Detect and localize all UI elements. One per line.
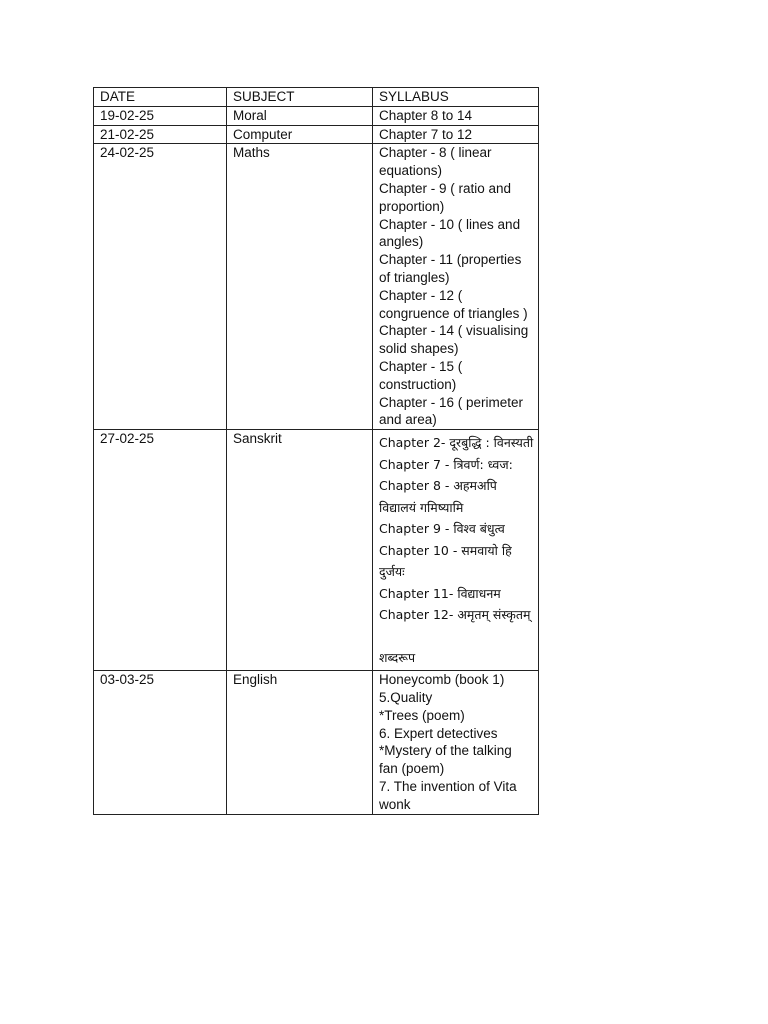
syllabus-cell [373,125,539,144]
syllabus-line: Chapter 7 - त्रिवर्ण: ध्वज: [379,456,513,472]
table-row [94,106,539,125]
syllabus-line: 6. Expert detectives [379,725,498,741]
table-row [94,125,539,144]
table-row [94,430,539,671]
subject-cell: Sanskrit [227,430,373,671]
subject-cell: Maths [227,144,373,430]
syllabus-line: Honeycomb (book 1) [379,672,505,688]
exam-schedule-body [94,88,539,815]
syllabus-cell [373,106,539,125]
table-row [94,144,539,430]
syllabus-line: Chapter 2- दूरबुद्धि : विनस्यती [379,435,534,451]
syllabus-line: Chapter - 12 ( congruence of triangles ) [379,287,528,321]
header-syllabus: SYLLABUS [373,88,539,107]
syllabus-cell [373,671,539,814]
header-subject: SUBJECT [227,88,373,107]
syllabus-line: Chapter - 11 (properties of triangles) [379,252,522,285]
date-cell: 03-03-25 [94,671,227,814]
syllabus-line: *Mystery of the talking fan (poem) [379,743,512,777]
syllabus-line: Chapter - 15 ( construction) [379,358,463,392]
syllabus-line: Chapter 12- अमृतम् संस्कृतम् [379,607,531,623]
table-row [94,671,539,814]
syllabus-line: Chapter 11- विद्याधनम [379,585,501,601]
subject-cell: Computer [227,125,373,144]
syllabus-line [379,626,534,647]
header-row [94,88,539,107]
syllabus-line: शब्दरूप [379,649,416,665]
syllabus-line: Chapter - 10 ( lines and angles) [379,216,521,250]
syllabus-line: Chapter - 9 ( ratio and proportion) [379,180,512,214]
syllabus-line: Chapter 8 - अहमअपि विद्यालयं गमिष्यामि [379,478,497,515]
subject-cell: Moral [227,106,373,125]
exam-schedule-table [93,87,539,815]
date-cell: 24-02-25 [94,144,227,430]
subject-cell: English [227,671,373,814]
syllabus-line: 7. The invention of Vita wonk [379,778,517,812]
header-date: DATE [94,88,227,107]
syllabus-line: Chapter - 14 ( visualising solid shapes) [379,323,529,357]
date-cell: 21-02-25 [94,125,227,144]
syllabus-cell [373,430,539,671]
syllabus-line: *Trees (poem) [379,707,465,723]
date-cell: 27-02-25 [94,430,227,671]
syllabus-line: Chapter - 16 ( perimeter and area) [379,394,524,428]
syllabus-line: Chapter 9 - विश्व बंधुत्व [379,521,505,537]
syllabus-line: Chapter 10 - समवायो हि दुर्जयः [379,542,512,580]
syllabus-line: 5.Quality [379,689,433,705]
syllabus-line: Chapter 7 to 12 [379,126,473,142]
syllabus-cell [373,144,539,430]
syllabus-line: Chapter 8 to 14 [379,107,473,123]
syllabus-line: Chapter - 8 ( linear equations) [379,145,492,179]
date-cell: 19-02-25 [94,106,227,125]
